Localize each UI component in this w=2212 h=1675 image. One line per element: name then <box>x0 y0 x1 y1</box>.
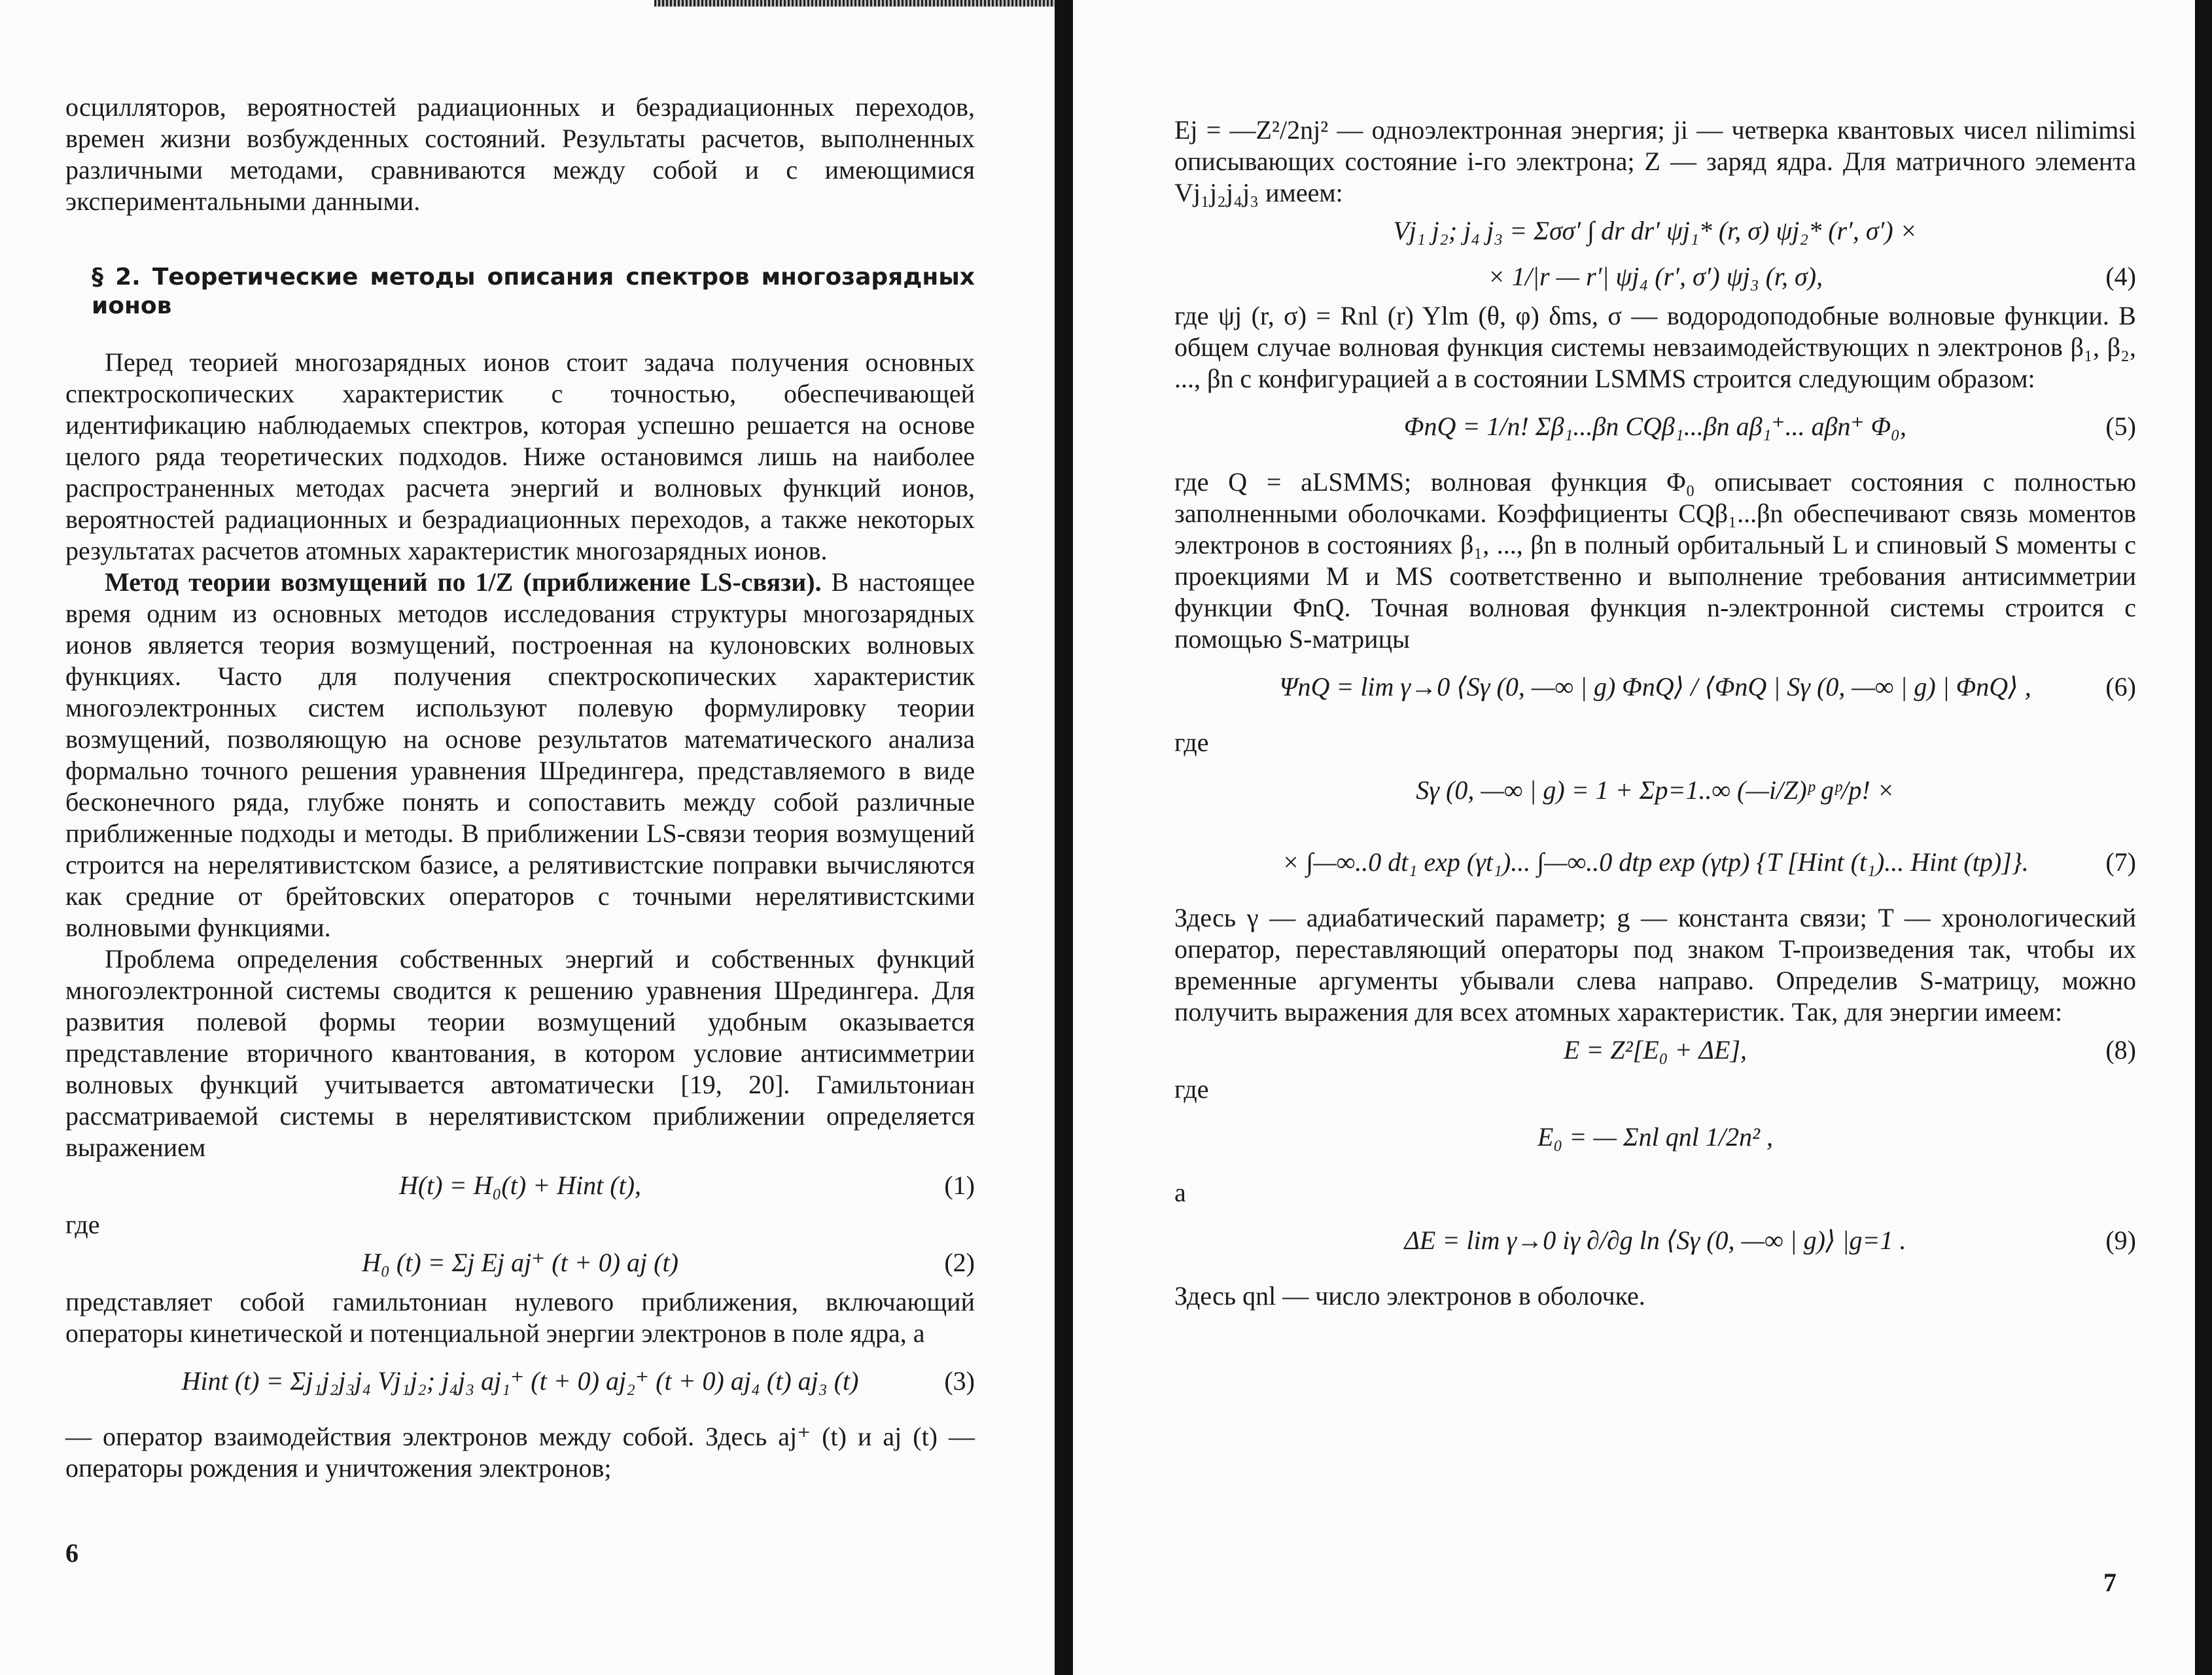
right-paragraph-5: Здесь qnl — число электронов в оболочке. <box>1174 1281 1645 1311</box>
right-page <box>1073 0 2212 1675</box>
equation-5 <box>1174 395 2136 467</box>
paragraph-4: представляет собой гамильтониан нулевого приближения, включающий операторы кинетической и потенциальной энергии электронов в поле ядра, а <box>65 1287 975 1348</box>
equation-8b <box>1174 1105 2136 1177</box>
equation-8-body: E = Z²[E₀ + ΔE], <box>1563 1035 1747 1065</box>
equation-4b <box>1174 255 2136 300</box>
equation-4a <box>1174 209 2136 255</box>
scan-edge-right <box>2195 0 2212 1675</box>
paragraph-1: Перед теорией многозарядных ионов стоит задача получения основных спектроскопических характеристик с точностью, обеспечивающей идентификацию наблюдаемых спектров, которая успешно решается на основе целого ряда теоретических подходов. Ниже остановимся лишь на наиболее распространенных методах расчета энергий и волновых функций ионов, вероятностей радиационных и безрадиационных переходов, а также некоторых результатах расчетов атомных характеристик многозарядных ионов. <box>65 347 975 565</box>
paragraph-5: — оператор взаимодействия электронов между собой. Здесь aj⁺ (t) и aj (t) — операторы рождения и уничтожения электронов; <box>65 1422 975 1483</box>
and-label: а <box>1174 1178 1186 1207</box>
equation-7b-body: × ∫—∞..0 dt₁ exp (γt₁)... ∫—∞..0 dtp exp (γtp) {T [Hint (t₁)... Hint (tp)]}. <box>1282 847 2029 877</box>
equation-8b-body: E₀ = — Σnl qnl 1/2n² , <box>1537 1122 1773 1152</box>
equation-3-body: Hint (t) = Σj₁j₂j₃j₄ Vj₁j₂; j₄j₃ aj₁⁺ (t + 0) aj₂⁺ (t + 0) aj₄ (t) aj₃ (t) <box>181 1366 859 1396</box>
equation-1-body: H(t) = H₀(t) + Hint (t), <box>398 1171 642 1200</box>
equation-7a <box>1174 758 2136 830</box>
equation-6-number: (6) <box>2105 672 2136 701</box>
equation-5-body: ΦnQ = 1/n! Σβ₁...βn CQβ₁...βn aβ₁⁺... aβn⁺ Φ₀, <box>1404 412 1906 441</box>
section-heading: § 2. Теоретические методы описания спектров многозарядных ионов <box>92 264 975 319</box>
equation-1 <box>65 1163 975 1209</box>
intro-paragraph: осцилляторов, вероятностей радиационных и безрадиационных переходов, времен жизни возбужденных состояний. Результаты расчетов, выполненных различными методами, сравниваются между собой и с имеющимися экспериментальными данными. <box>65 92 975 216</box>
left-text-column <box>65 92 975 1484</box>
equation-6 <box>1174 655 2136 727</box>
equation-8-number: (8) <box>2105 1035 2136 1065</box>
equation-1-number: (1) <box>944 1171 975 1200</box>
equation-4-number: (4) <box>2105 262 2136 291</box>
scan-noise <box>654 0 1055 7</box>
paragraph-2 <box>65 567 975 943</box>
page-number-right: 7 <box>2103 1568 2116 1597</box>
equation-5-number: (5) <box>2105 412 2136 441</box>
equation-2-body: H₀ (t) = Σj Ej aj⁺ (t + 0) aj (t) <box>362 1248 678 1277</box>
equation-8 <box>1174 1028 2136 1074</box>
book-gutter <box>1055 0 1073 1675</box>
right-paragraph-2: где ψj (r, σ) = Rnl (r) Ylm (θ, φ) δms, σ — водородоподобные волновые функции. В общем случае волновая функция системы невзаимодействующих n электронов β₁, β₂, ..., βn с конфигурацией a в состоянии LSMMS строится следующим образом: <box>1174 301 2136 393</box>
equation-9-body: ΔE = lim γ→0 iγ ∂/∂g ln ⟨Sγ (0, —∞ | g)⟩ |g=1 . <box>1404 1225 1906 1255</box>
equation-9-number: (9) <box>2105 1225 2136 1255</box>
equation-2 <box>65 1241 975 1286</box>
page-number-left: 6 <box>65 1538 79 1568</box>
equation-3-number: (3) <box>944 1366 975 1396</box>
right-paragraph-1: Ej = —Z²/2nj² — одноэлектронная энергия; ji — четверка квантовых чисел nilimimsi описывающих состояние i-го электрона; Z — заряд ядра. Для матричного элемента Vj₁j₂j₄j₃ имеем: <box>1174 115 2136 207</box>
where-label-1: где <box>65 1210 100 1239</box>
method-title: Метод теории возмущений по 1/Z (приближение LS-связи). <box>105 567 822 597</box>
where-label-6: где <box>1174 728 1209 757</box>
where-label-8: где <box>1174 1074 1209 1104</box>
paragraph-2-text: В настоящее время одним из основных методов исследования структуры многозарядных ионов является теория возмущений, построенная на кулоновских волновых функциях. Часто для получения спектроскопических характеристик многоэлектронных систем используют полевую формулировку теории возмущений, позволяющую на основе результатов математического анализа формально точного решения уравнения Шредингера, представляемого в виде бесконечного ряда, глубже понять и сопоставить между собой различные приближенные подходы и методы. В приближении LS-связи теория возмущений строится на нерелятивистском базисе, а релятивистские поправки вычисляются как средние от брейтовских операторов с точными нерелятивистскими волновыми функциями. <box>65 567 975 942</box>
right-paragraph-3: где Q = aLSMMS; волновая функция Φ₀ описывает состояния с полностью заполненными оболочками. Коэффициенты CQβ₁...βn обеспечивают связь моментов электронов в состояниях β₁, ..., βn в полный орбитальный L и спиновый S моменты с проекциями M и MS соответственно и выполнение требования антисимметрии функции ΦnQ. Точная волновая функция n-электронной системы строится с помощью S-матрицы <box>1174 467 2136 654</box>
right-paragraph-4: Здесь γ — адиабатический параметр; g — константа связи; T — хронологический оператор, переставляющий операторы под знаком T-произведения так, чтобы их временные аргументы убывали слева направо. Определив S-матрицу, можно получить выражения для всех атомных характеристик. Так, для энергии имеем: <box>1174 903 2136 1027</box>
equation-7b <box>1174 830 2136 902</box>
equation-7-number: (7) <box>2105 847 2136 877</box>
equation-4a-body: Vj₁ j₂; j₄ j₃ = Σσσ′ ∫ dr dr′ ψj₁* (r, σ) ψj₂* (r′, σ′) × <box>1393 216 1918 245</box>
equation-2-number: (2) <box>944 1248 975 1277</box>
equation-4b-body: × 1/|r — r′| ψj₄ (r′, σ′) ψj₃ (r, σ), <box>1487 262 1823 291</box>
left-page <box>0 0 1055 1675</box>
equation-3 <box>65 1349 975 1421</box>
paragraph-3: Проблема определения собственных энергий и собственных функций многоэлектронной системы сводится к решению уравнения Шредингера. Для развития полевой формы теории возмущений удобным оказывается представление вторичного квантования, в котором условие антисимметрии волновых функций учитывается автоматически [19, 20]. Гамильтониан рассматриваемой системы в нерелятивистском приближении определяется выражением <box>65 944 975 1162</box>
right-text-column <box>1174 115 2136 1312</box>
equation-9 <box>1174 1208 2136 1280</box>
equation-6-body: ΨnQ = lim γ→0 ⟨Sγ (0, —∞ | g) ΦnQ⟩ / ⟨ΦnQ | Sγ (0, —∞ | g) | ΦnQ⟩ , <box>1279 672 2031 701</box>
equation-7a-body: Sγ (0, —∞ | g) = 1 + Σp=1..∞ (—i/Z)ᵖ gᵖ/p! × <box>1416 775 1895 805</box>
